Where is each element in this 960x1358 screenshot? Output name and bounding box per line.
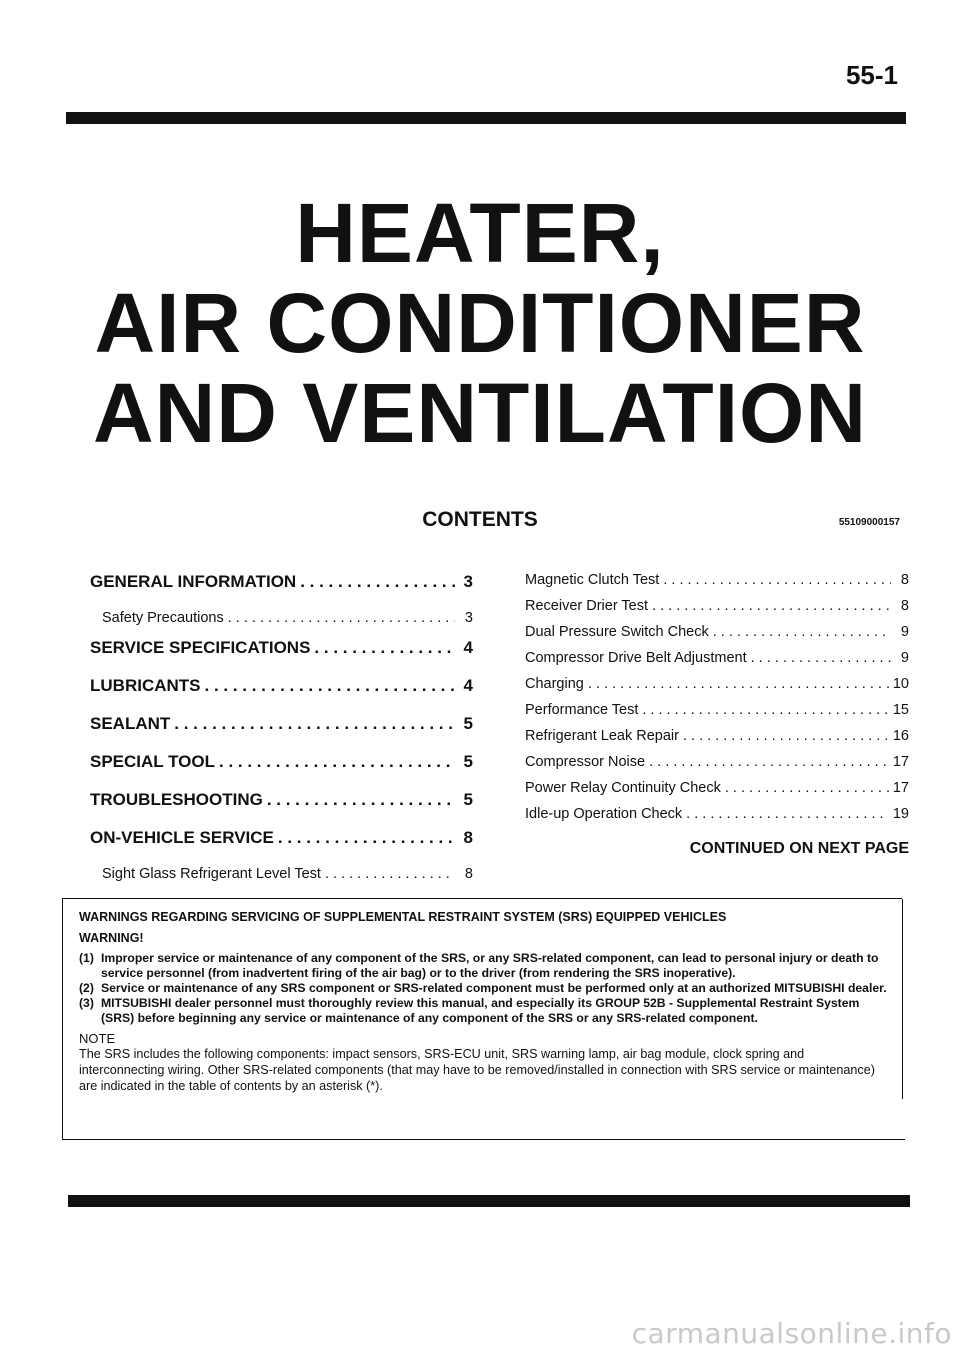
warning-item-text: MITSUBISHI dealer personnel must thoroughly review this manual, and especially its GROUP 52B - Supplemental Restraint System (SRS) before beginning any service or maintenance of any component of the SRS or any SRS-related component. [101, 996, 860, 1025]
toc-dot-leader [205, 672, 456, 700]
toc-entry [525, 646, 909, 672]
toc-entry-title: LUBRICANTS [90, 676, 201, 695]
toc-entry-page: 10 [892, 676, 909, 692]
toc-entry-page: 4 [463, 676, 473, 695]
warning-item-text: Improper service or maintenance of any component of the SRS, or any SRS-related component, can lead to personal injury or death to service personnel (from inadvertent firing of the air bag) or to the driver (from rendering the SRS inoperative). [101, 951, 879, 980]
toc-entry-page: 8 [900, 572, 909, 588]
toc-entry [525, 672, 909, 698]
page-title [0, 188, 960, 458]
toc-entry-page: 3 [464, 610, 473, 626]
toc-entry-page: 17 [892, 780, 909, 796]
watermark: carmanualsonline.info [631, 1317, 952, 1350]
toc-entry [525, 594, 909, 620]
title-line-1: HEATER, [295, 186, 665, 280]
toc-entry-title: SEALANT [90, 714, 171, 733]
note-text: The SRS includes the following components: impact sensors, SRS-ECU unit, SRS warning lamp, air bag module, clock spring and interconnecting wiring. Other SRS-related components (that may have to be removed/installed in connection with SRS service or maintenance) are indicated in the table of contents by an asterisk (*). [79, 1047, 875, 1093]
toc-dot-leader [725, 776, 889, 800]
toc-entry-title: Sight Glass Refrigerant Level Test [102, 866, 321, 882]
toc-entry-page: 16 [892, 728, 909, 744]
toc-entry-title: SPECIAL TOOL [90, 752, 216, 771]
toc-entry-title: Receiver Drier Test [525, 598, 649, 614]
toc-entry-title: Charging [525, 676, 584, 692]
toc-entry [525, 568, 909, 594]
box-right-border [902, 899, 904, 1099]
toc-right-column [525, 568, 909, 828]
title-line-2: AIR CONDITIONER [94, 276, 866, 370]
toc-entry [525, 750, 909, 776]
bottom-rule [68, 1195, 910, 1207]
toc-entry-title: Refrigerant Leak Repair [525, 728, 679, 744]
toc-entry [90, 748, 473, 786]
toc-entry-page: 8 [900, 598, 909, 614]
continued-note: CONTINUED ON NEXT PAGE [689, 840, 909, 857]
warning-item-number: (2) [79, 981, 94, 995]
toc-dot-leader [663, 568, 891, 592]
toc-dot-leader [228, 606, 455, 630]
toc-dot-leader [751, 646, 891, 670]
toc-entry-title: Compressor Noise [525, 754, 646, 770]
toc-entry [90, 606, 473, 634]
toc-dot-leader [219, 748, 455, 776]
toc-entry-page: 8 [463, 828, 473, 847]
toc-entry-page: 9 [900, 624, 909, 640]
toc-entry [90, 634, 473, 672]
title-line-3: AND VENTILATION [92, 366, 868, 460]
box-bottom-border [63, 1139, 905, 1140]
page-number: 55-1 [845, 60, 898, 90]
toc-dot-leader [649, 750, 889, 774]
warning-item-text: Service or maintenance of any SRS component or SRS-related component must be performed only at an authorized MITSUBISHI dealer. [101, 981, 887, 995]
document-code: 55109000157 [838, 517, 900, 528]
toc-entry-title: Compressor Drive Belt Adjustment [525, 650, 747, 666]
contents-heading: CONTENTS [422, 508, 538, 531]
toc-entry-page: 15 [892, 702, 909, 718]
toc-entry-page: 8 [464, 866, 473, 882]
toc-entry-page: 5 [463, 752, 473, 771]
toc-entry [90, 786, 473, 824]
toc-entry [525, 776, 909, 802]
toc-entry [90, 568, 473, 606]
toc-entry-page: 17 [892, 754, 909, 770]
toc-entry [525, 724, 909, 750]
toc-entry-title: Safety Precautions [102, 610, 224, 626]
toc-dot-leader [325, 862, 455, 886]
note-label: NOTE [79, 1031, 116, 1046]
warning-heading: WARNINGS REGARDING SERVICING OF SUPPLEMENTAL RESTRAINT SYSTEM (SRS) EQUIPPED VEHICLES [79, 910, 727, 924]
toc-entry [90, 710, 473, 748]
top-rule [66, 112, 906, 124]
toc-entry [525, 802, 909, 828]
toc-dot-leader [300, 568, 455, 596]
toc-entry-title: SERVICE SPECIFICATIONS [90, 638, 311, 657]
warning-item [79, 981, 888, 996]
toc-dot-leader [267, 786, 455, 814]
toc-dot-leader [683, 724, 889, 748]
toc-entry-page: 5 [463, 714, 473, 733]
toc-entry-page: 4 [463, 638, 473, 657]
toc-entry-page: 3 [463, 572, 473, 591]
toc-entry-page: 9 [900, 650, 909, 666]
toc-entry-title: Performance Test [525, 702, 639, 718]
srs-warning-box [62, 898, 902, 1140]
toc-entry-title: Dual Pressure Switch Check [525, 624, 709, 640]
toc-entry-title: Magnetic Clutch Test [525, 572, 660, 588]
warning-item [79, 996, 888, 1026]
warning-item-number: (3) [79, 996, 94, 1010]
toc-entry-title: Power Relay Continuity Check [525, 780, 721, 796]
toc-dot-leader [713, 620, 891, 644]
toc-entry-title: TROUBLESHOOTING [90, 790, 263, 809]
toc-dot-leader [174, 710, 455, 738]
toc-entry [90, 824, 473, 862]
toc-dot-leader [686, 802, 889, 826]
toc-entry-title: Idle-up Operation Check [525, 806, 683, 822]
warning-item-number: (1) [79, 951, 94, 965]
toc-entry [525, 698, 909, 724]
toc-dot-leader [588, 672, 889, 696]
toc-entry-title: GENERAL INFORMATION [90, 572, 297, 591]
toc-dot-leader [278, 824, 455, 852]
toc-entry-title: ON-VEHICLE SERVICE [90, 828, 274, 847]
toc-left-column [90, 568, 473, 890]
toc-entry [525, 620, 909, 646]
warning-item [79, 951, 888, 981]
toc-dot-leader [642, 698, 888, 722]
toc-entry [90, 672, 473, 710]
warning-label: WARNING! [79, 931, 144, 945]
toc-entry-page: 19 [892, 806, 909, 822]
toc-entry [90, 862, 473, 890]
toc-dot-leader [652, 594, 891, 618]
toc-entry-page: 5 [463, 790, 473, 809]
toc-dot-leader [314, 634, 455, 662]
